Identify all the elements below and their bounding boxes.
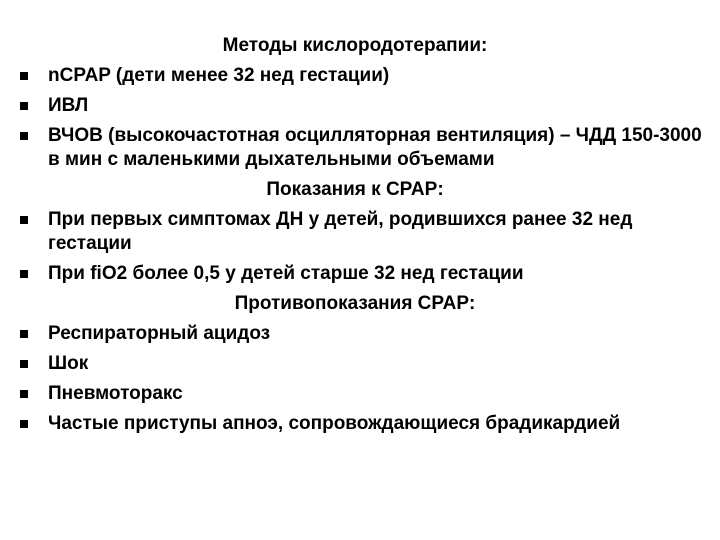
section-heading-contraindications: Противопоказания CPAP:	[234, 293, 476, 314]
contraindications-list	[18, 322, 708, 436]
indications-list	[18, 208, 708, 286]
square-bullet-icon	[20, 102, 28, 110]
section-heading-indications: Показания к CPAP:	[266, 179, 444, 200]
list-item-text: Респираторный ацидоз	[48, 323, 271, 344]
square-bullet-icon	[20, 216, 28, 224]
list-item-text: Пневмоторакс	[48, 383, 183, 404]
list-item	[18, 94, 708, 118]
section-heading-methods: Методы кислородотерапии:	[222, 35, 488, 56]
square-bullet-icon	[20, 132, 28, 140]
list-item	[18, 322, 708, 346]
list-item	[18, 262, 708, 286]
list-item	[18, 64, 708, 88]
list-item	[18, 208, 708, 256]
list-item-text: nCPAP (дети менее 32 нед гестации)	[48, 65, 390, 86]
list-item-text: Шок	[48, 353, 89, 374]
list-item	[18, 412, 708, 436]
list-item-text: При fiO2 более 0,5 у детей старше 32 нед гестации	[48, 263, 524, 284]
list-item	[18, 352, 708, 376]
list-item-text: ИВЛ	[48, 95, 89, 116]
square-bullet-icon	[20, 330, 28, 338]
square-bullet-icon	[20, 360, 28, 368]
square-bullet-icon	[20, 72, 28, 80]
slide-content	[18, 34, 708, 442]
list-item-text: Частые приступы апноэ, сопровождающиеся брадикардией	[48, 413, 621, 434]
methods-list	[18, 64, 708, 172]
square-bullet-icon	[20, 420, 28, 428]
list-item-text: ВЧОВ (высокочастотная осцилляторная вентиляция) – ЧДД 150-3000 в мин с маленькими дыхательными объемами	[48, 125, 702, 170]
list-item	[18, 382, 708, 406]
square-bullet-icon	[20, 270, 28, 278]
square-bullet-icon	[20, 390, 28, 398]
list-item	[18, 124, 708, 172]
list-item-text: При первых симптомах ДН у детей, родившихся ранее 32 нед гестации	[48, 209, 633, 254]
